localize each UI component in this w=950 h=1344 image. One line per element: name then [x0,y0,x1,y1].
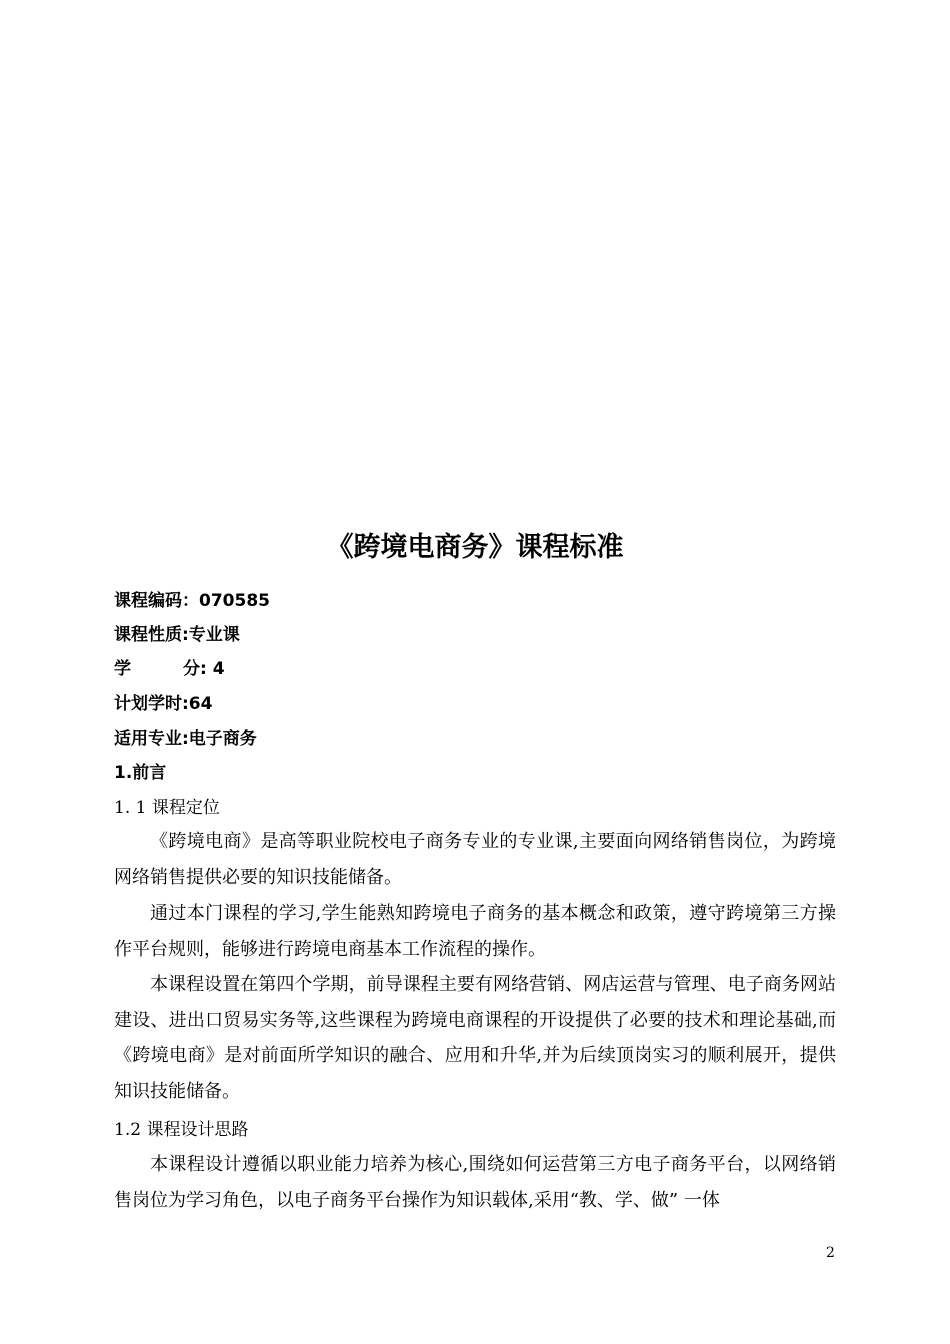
section-heading-course-positioning: 1. 1 课程定位 [114,798,220,818]
course-code: 课程编码：070585 [114,591,270,611]
paragraph-design-approach: 本课程设计遵循以职业能力培养为核心,围绕如何运营第三方电子商务平台，以网络销售岗位为学习角色，以电子商务平台操作为知识载体,采用“教、学、做” 一体 [114,1154,836,1211]
page-number: 2 [826,1245,835,1261]
paragraph-learning-outcome: 通过本门课程的学习,学生能熟知跨境电子商务的基本概念和政策，遵守跨境第三方操作平台规则，能够进行跨境电商基本工作流程的操作。 [114,903,836,960]
credits-label-a: 学 [114,659,131,679]
credits-label-b: 分: 4 [183,659,225,679]
planned-hours: 计划学时:64 [114,694,213,714]
course-nature: 课程性质:专业课 [114,625,240,645]
applicable-major: 适用专业:电子商务 [114,729,257,749]
section-heading-design-approach: 1.2 课程设计思路 [114,1120,249,1140]
course-credits [114,656,225,682]
section-heading-preface: 1.前言 [114,763,167,783]
document-title: 《跨境电商务》课程标准 [326,532,624,563]
paragraph-prerequisites: 本课程设置在第四个学期，前导课程主要有网络营销、网店运营与管理、电子商务网站建设、进出口贸易实务等,这些课程为跨境电商课程的开设提供了必要的技术和理论基础,而《跨境电商》是对前面所学知识的融合、应用和升华,并为后续顶岗实习的顺利展开，提供知识技能储备。 [114,974,836,1102]
paragraph-positioning: 《跨境电商》是高等职业院校电子商务专业的专业课,主要面向网络销售岗位，为跨境网络销售提供必要的知识技能储备。 [114,831,836,888]
